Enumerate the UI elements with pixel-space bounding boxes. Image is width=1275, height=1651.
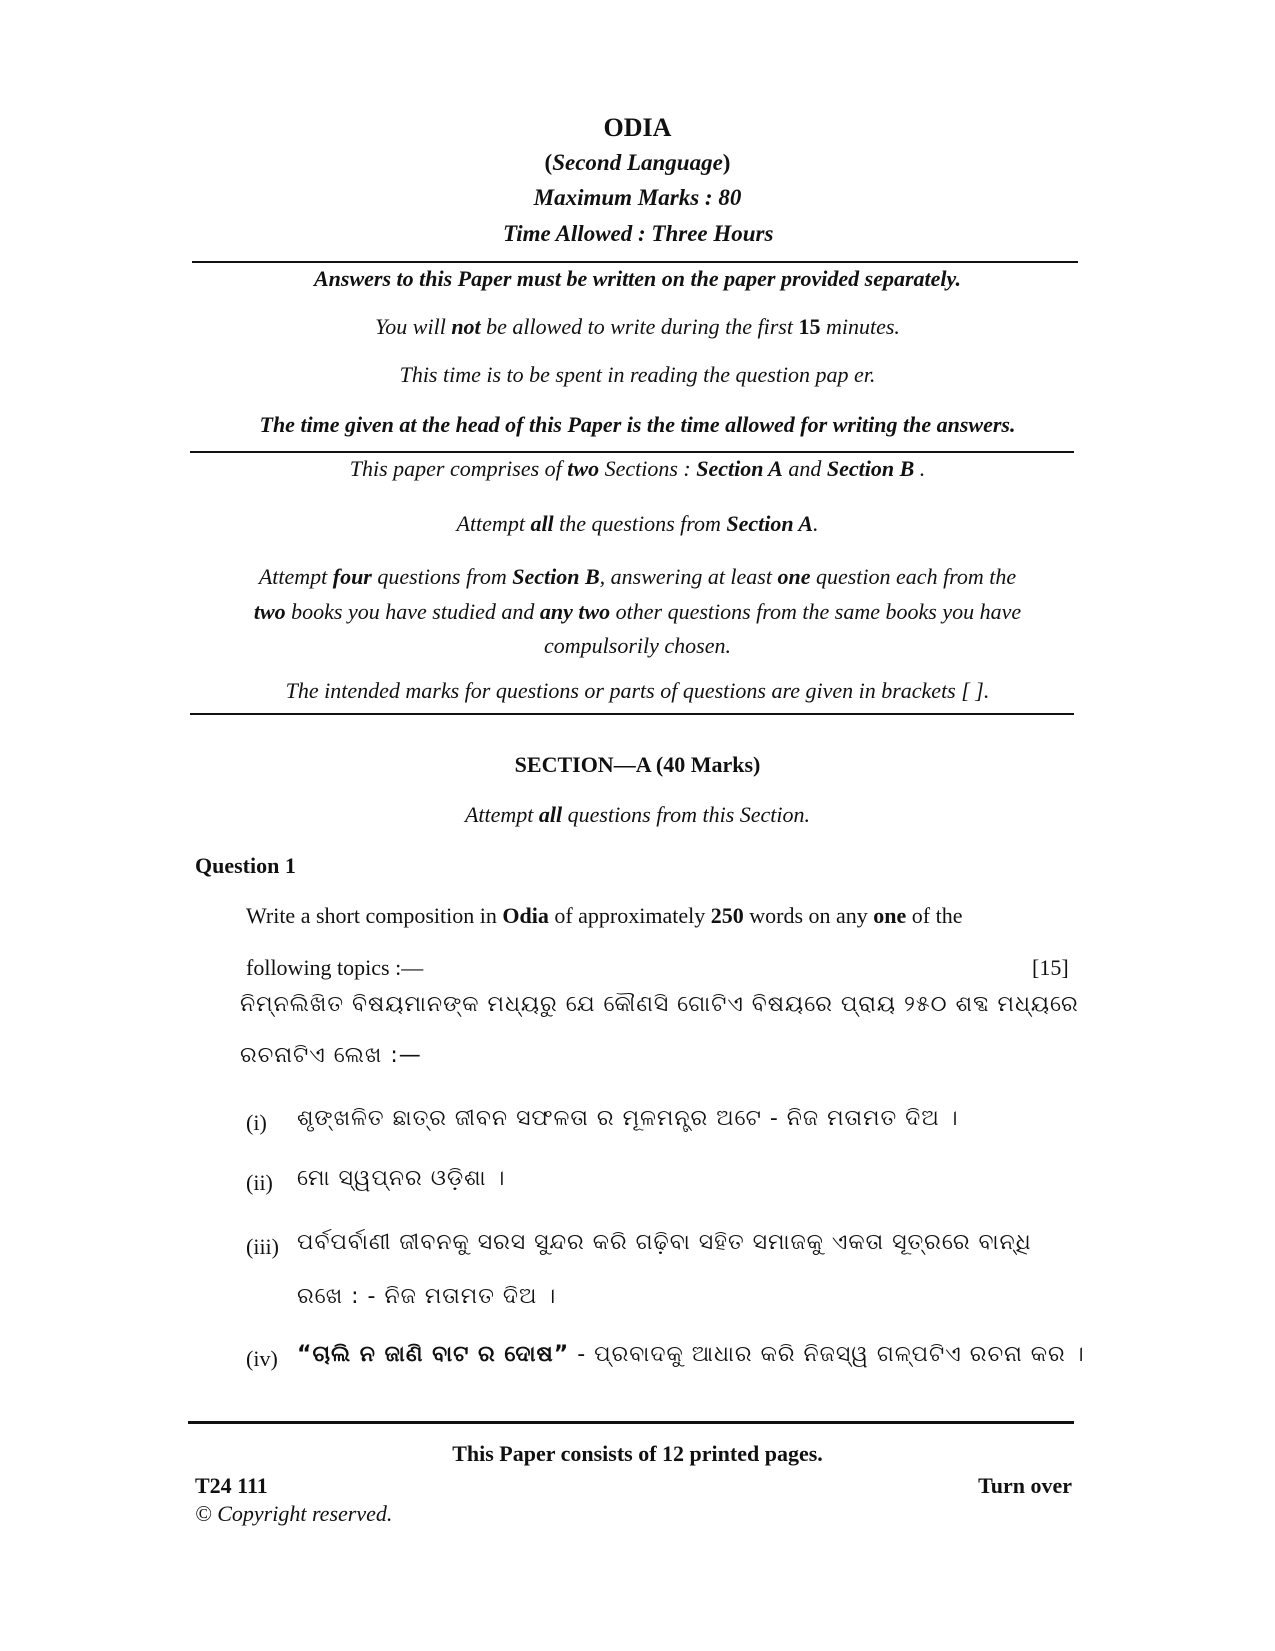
question-label: Question 1 [195, 853, 296, 878]
reading-time-purpose: This time is to be spent in reading the question pap er. [399, 362, 876, 387]
topic-number: (iv) [246, 1346, 278, 1371]
text-bold: two [567, 456, 600, 481]
text-bold: 250 [710, 903, 744, 928]
copyright: © Copyright reserved. [195, 1501, 393, 1526]
odia-prompt-line1: ନିମ୍ନଲିଖିତ ବିଷୟମାନଙ୍କ ମଧ୍ୟରୁ ଯେ କୌଣସି ଗୋଟିଏ ବିଷୟରେ ପ୍ରାୟ ୨୫୦ ଶବ୍ଦ ମଧ୍ୟରେ [240, 992, 1079, 1017]
question-prompt-line1 [246, 903, 962, 929]
topic-text: ଶୃଙ୍ଖଳିତ ଛାତ୍ର ଜୀବନ ସଫଳତା ର ମୂଳମନ୍ତ୍ର ଅଟେ - ନିଜ ମତାମତ ଦିଅ । [297, 1106, 959, 1131]
subject-title: ODIA [603, 113, 672, 142]
sections-overview [0, 456, 1275, 482]
text: question each from the [810, 564, 1017, 589]
section-b-instruction-line1 [0, 564, 1275, 590]
topic-number: (iii) [246, 1234, 279, 1259]
text: Attempt [258, 564, 333, 589]
topic-text [297, 1342, 1085, 1367]
text: words on any [743, 903, 874, 928]
topic-text: ମୋ ସ୍ୱପ୍ନର ଓଡ଼ିଶା । [297, 1166, 506, 1191]
text: books you have studied and [285, 599, 540, 624]
pages-note: This Paper consists of 12 printed pages. [452, 1441, 823, 1466]
footer-divider [188, 1421, 1074, 1424]
answers-note: Answers to this Paper must be written on the paper provided separately. [314, 266, 961, 291]
topic-number: (ii) [246, 1170, 273, 1195]
paper-code: T24 111 [195, 1473, 268, 1498]
text-bold: Section A [726, 511, 813, 536]
paren-open: ( [544, 150, 553, 175]
text-bold: not [451, 314, 481, 339]
instructions-divider [190, 451, 1074, 453]
text: This paper comprises of [349, 456, 568, 481]
section-a-title: SECTION—A (40 Marks) [514, 752, 761, 777]
text: . [914, 456, 926, 481]
proverb-text: “ଚାଲି ନ ଜାଣି ବାଟ ର ଦୋଷ” [297, 1342, 570, 1367]
text-bold: four [332, 564, 372, 589]
text-bold: two [253, 599, 286, 624]
text-bold: Section B [512, 564, 600, 589]
section-a-instruction [0, 511, 1275, 537]
topic-number: (i) [246, 1110, 267, 1135]
text: the questions from [553, 511, 727, 536]
text: be allowed to write during the first [480, 314, 799, 339]
header-divider [192, 261, 1078, 263]
text: You will [375, 314, 452, 339]
text-bold: one [777, 564, 811, 589]
subtitle [0, 150, 1275, 176]
writing-time-note: The time given at the head of this Paper is the time allowed for writing the answers. [259, 412, 1016, 437]
topic-text-continued: ରଖେ : - ନିଜ ମତାମତ ଦିଅ । [297, 1284, 557, 1309]
text: Write a short composition in [246, 903, 503, 928]
minutes-value: 15 [798, 314, 821, 339]
text-bold: Section B [826, 456, 915, 481]
section-divider [190, 713, 1074, 715]
question-prompt-line2: following topics :— [246, 955, 424, 980]
question-marks: [15] [1032, 955, 1069, 980]
section-b-instruction-line2 [0, 599, 1275, 625]
text: Sections : [599, 456, 697, 481]
odia-prompt-line2: ରଚନାଟିଏ ଲେଖ :— [240, 1043, 422, 1068]
marks-note: The intended marks for questions or parts of questions are given in brackets [ ]. [285, 678, 990, 703]
max-marks: Maximum Marks : 80 [533, 185, 742, 210]
text: questions from [371, 564, 513, 589]
text: Attempt [464, 802, 539, 827]
text: other questions from the same books you have [610, 599, 1022, 624]
text: of approximately [548, 903, 711, 928]
text-bold: all [530, 511, 554, 536]
section-b-instruction-line3: compulsorily chosen. [544, 633, 731, 658]
subtitle-text: Second Language [552, 150, 723, 175]
text-bold: one [873, 903, 907, 928]
text-bold: Odia [502, 903, 549, 928]
text-bold: Section A [696, 456, 783, 481]
text: and [782, 456, 827, 481]
text: minutes. [820, 314, 900, 339]
topic-text: ପର୍ବପର୍ବାଣୀ ଜୀବନକୁ ସରସ ସୁନ୍ଦର କରି ଗଢ଼ିବା ସହିତ ସମାଜକୁ ଏକତା ସୂତ୍ରରେ ବାନ୍ଧି [297, 1230, 1032, 1255]
reading-time-note [0, 314, 1275, 340]
text: questions from this Section. [562, 802, 811, 827]
text: - ପ୍ରବାଦକୁ ଆଧାର କରି ନିଜସ୍ୱ ଗଳ୍ପଟିଏ ରଚନା କର । [569, 1342, 1085, 1367]
section-a-instruction [0, 802, 1275, 828]
text: of the [906, 903, 963, 928]
text: Attempt [456, 511, 531, 536]
time-allowed: Time Allowed : Three Hours [503, 221, 774, 246]
text: . [813, 511, 819, 536]
turn-over: Turn over [978, 1473, 1072, 1498]
text-bold: any two [539, 599, 611, 624]
text-bold: all [538, 802, 563, 827]
paren-close: ) [722, 150, 731, 175]
text: , answering at least [599, 564, 778, 589]
